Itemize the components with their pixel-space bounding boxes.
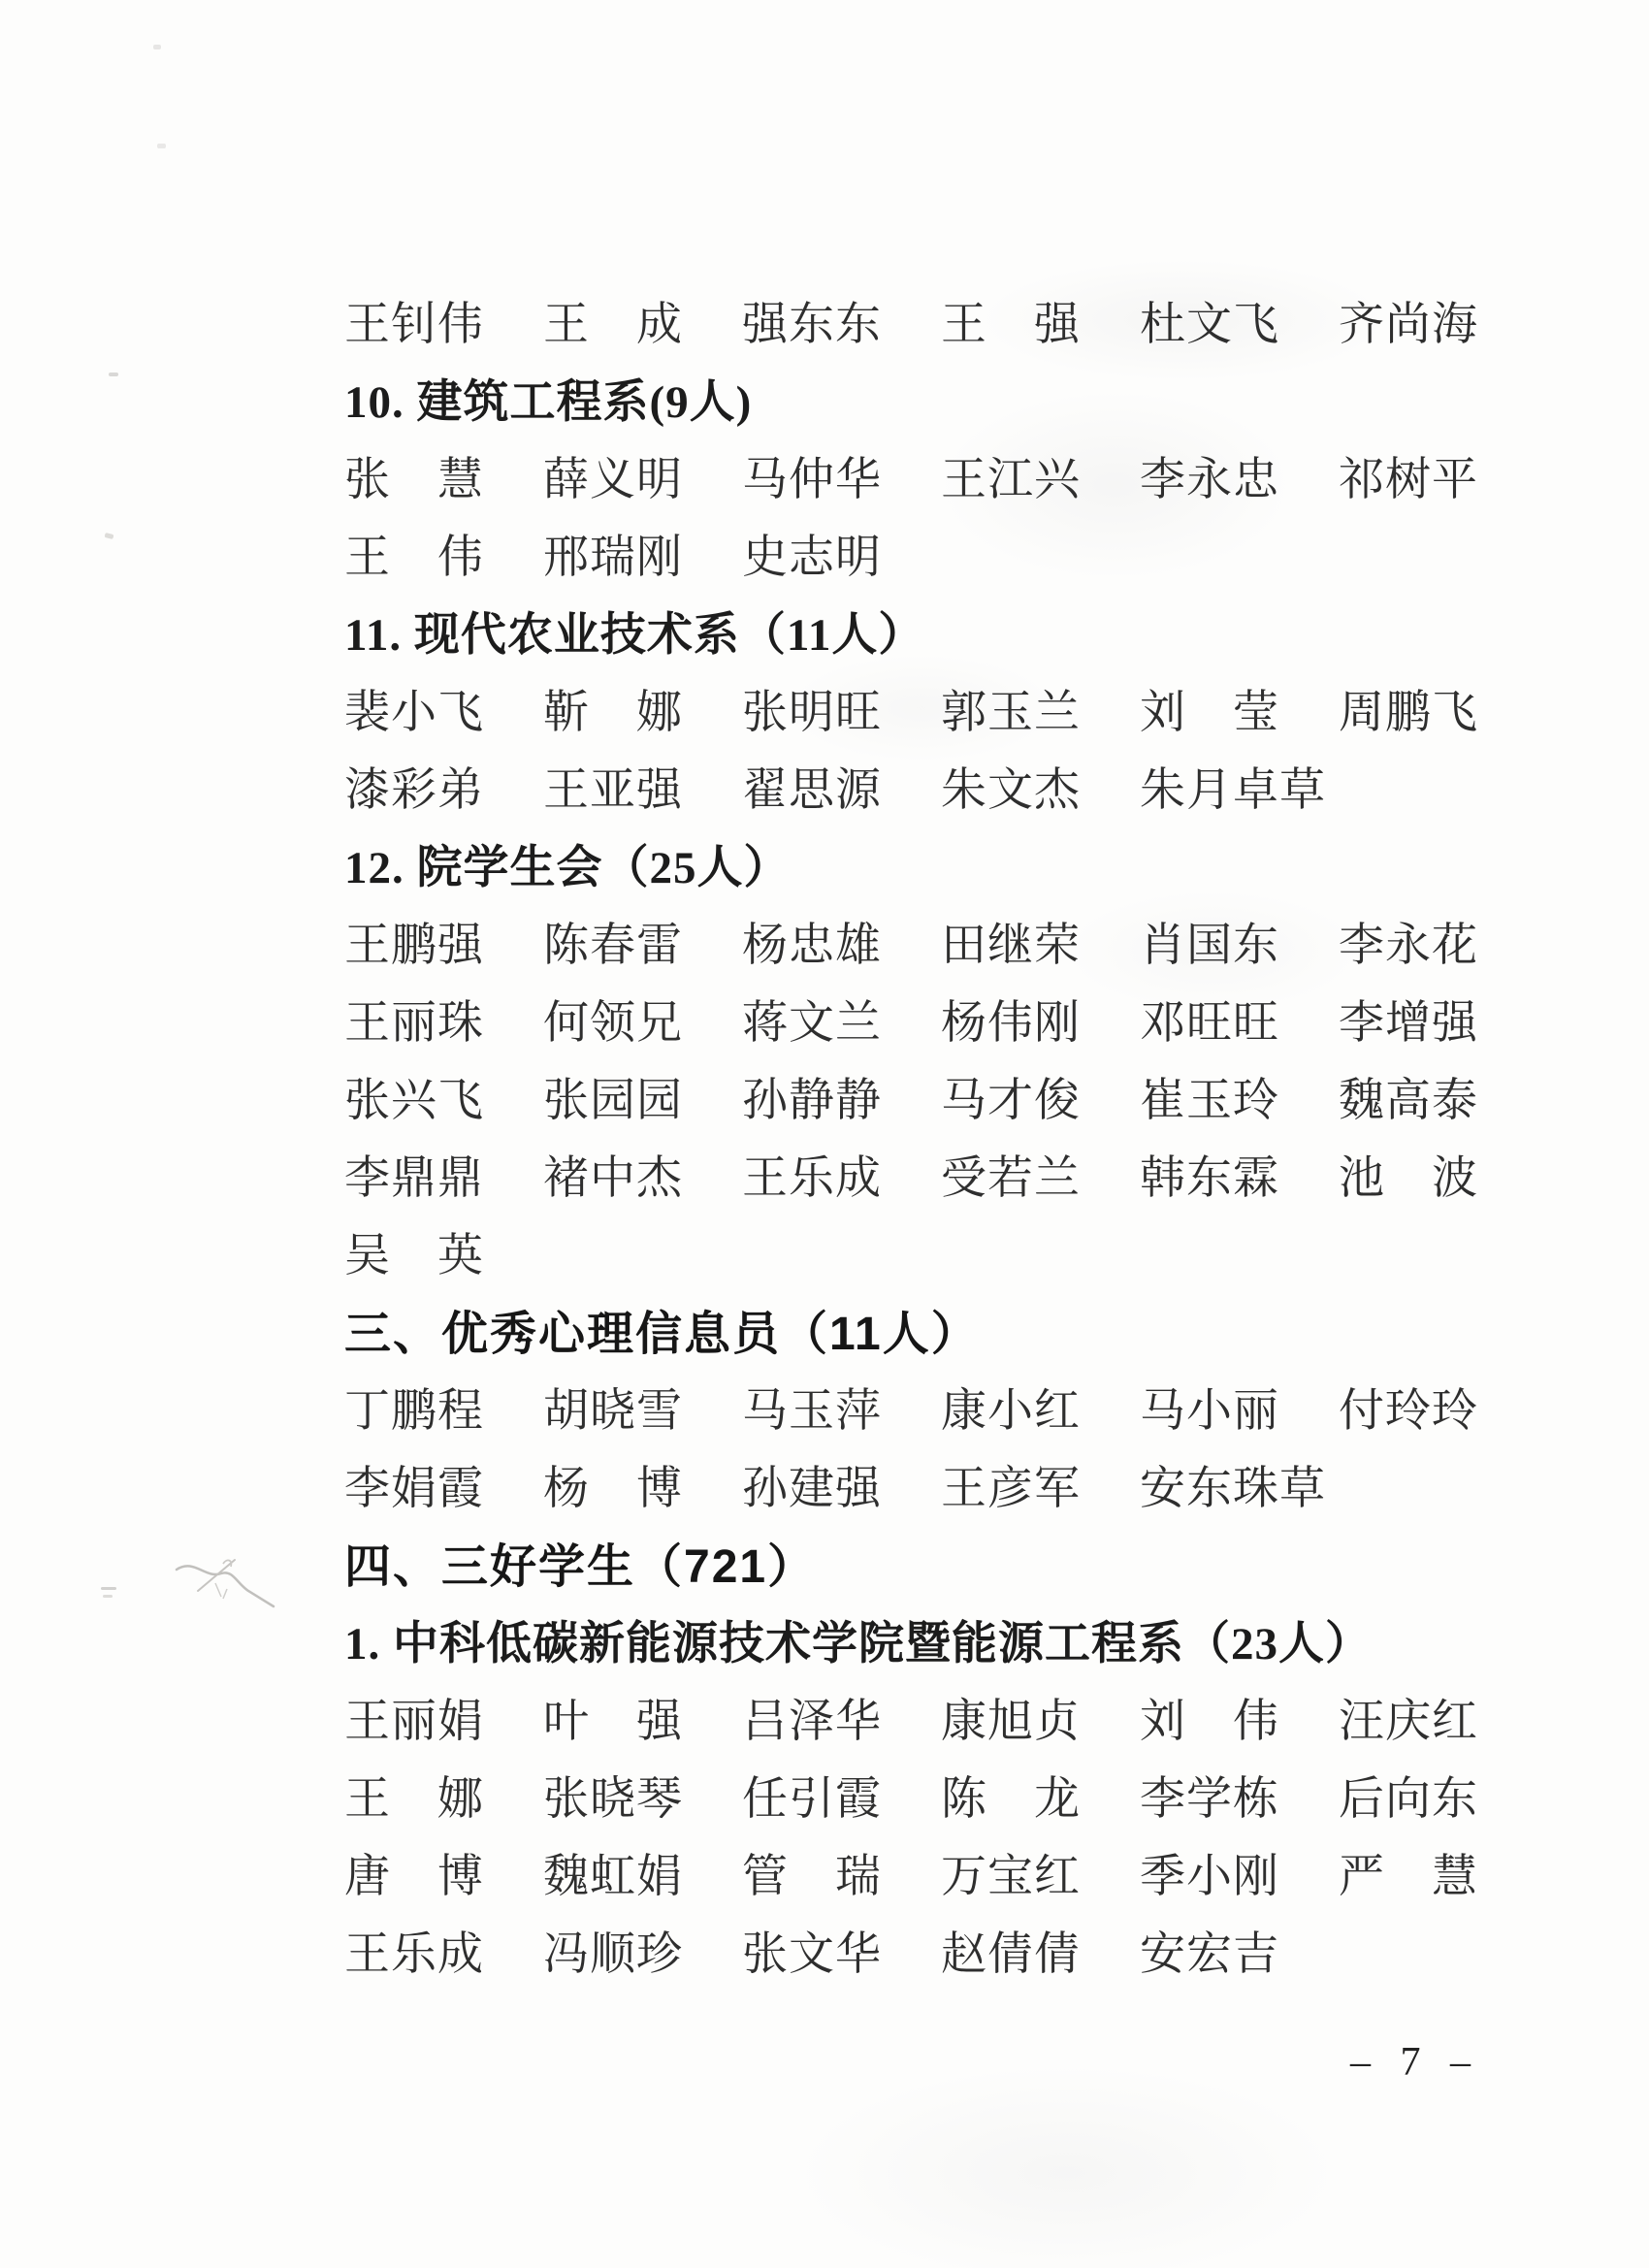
- section-header: [344, 1290, 1489, 1368]
- student-name: 管 瑞: [742, 1851, 882, 1902]
- student-name: 张晓琴: [543, 1773, 683, 1825]
- student-name: 安宏吉: [1140, 1928, 1279, 1980]
- student-name: 王丽娟: [344, 1696, 484, 1747]
- subsection-header: [344, 1601, 1489, 1678]
- student-name: 李娟霞: [344, 1463, 484, 1514]
- student-name: 康小红: [941, 1385, 1081, 1437]
- student-name: 齐尚海: [1339, 299, 1478, 350]
- student-name: 邢瑞刚: [543, 532, 683, 583]
- student-name: 后向东: [1339, 1773, 1478, 1825]
- name-row: [344, 1368, 1489, 1445]
- student-name: 田继荣: [941, 920, 1081, 971]
- scan-speck: [101, 1587, 116, 1590]
- subsection-header: [344, 592, 1489, 669]
- student-name: 王鹏强: [344, 920, 484, 971]
- student-name: 吕泽华: [742, 1696, 882, 1747]
- student-name: 张明旺: [742, 687, 882, 738]
- student-name: 魏高泰: [1339, 1075, 1478, 1126]
- student-name: 邓旺旺: [1140, 997, 1279, 1049]
- student-name: 杨 博: [543, 1463, 683, 1514]
- student-name: 季小刚: [1140, 1851, 1279, 1902]
- name-row: [344, 669, 1489, 747]
- header-text: 四、三好学生（721）: [344, 1540, 817, 1593]
- student-name: 王彦军: [941, 1463, 1081, 1514]
- student-name: 吴 英: [344, 1230, 484, 1281]
- student-name: 褚中杰: [543, 1152, 683, 1204]
- student-name: 何领兄: [543, 997, 683, 1049]
- student-name: 王 强: [941, 299, 1081, 350]
- scan-speck: [109, 373, 118, 376]
- page-number: – 7 –: [1350, 2040, 1480, 2085]
- header-text: 1. 中科低碳新能源技术学院暨能源工程系（23人）: [344, 1618, 1372, 1669]
- student-name: 严 慧: [1339, 1851, 1478, 1902]
- student-name: 刘 伟: [1140, 1696, 1279, 1747]
- student-name: 杨忠雄: [742, 920, 882, 971]
- student-name: 康旭贞: [941, 1696, 1081, 1747]
- student-name: 张兴飞: [344, 1075, 484, 1126]
- student-name: 郭玉兰: [941, 687, 1081, 738]
- student-name: 翟思源: [742, 764, 882, 816]
- pencil-scribble-artifact: [165, 1540, 310, 1628]
- name-row: [344, 1911, 1489, 1989]
- name-row: [344, 1445, 1489, 1523]
- section-header: [344, 1523, 1489, 1601]
- student-name: 孙静静: [742, 1075, 882, 1126]
- student-name: 李鼎鼎: [344, 1152, 484, 1204]
- student-name: 韩东霖: [1140, 1152, 1279, 1204]
- name-row: [344, 1756, 1489, 1833]
- student-name: 史志明: [742, 532, 882, 583]
- subsection-header: [344, 359, 1489, 437]
- student-name: 王 伟: [344, 532, 484, 583]
- student-name: 李学栋: [1140, 1773, 1279, 1825]
- name-row: [344, 980, 1489, 1057]
- name-row: [344, 281, 1489, 359]
- student-name: 王钊伟: [344, 299, 484, 350]
- student-name: 李永忠: [1140, 454, 1279, 505]
- scan-speck: [105, 533, 114, 539]
- student-name: 王江兴: [941, 454, 1081, 505]
- student-name: 朱文杰: [941, 764, 1081, 816]
- student-name: 强东东: [742, 299, 882, 350]
- student-name: 张文华: [742, 1928, 882, 1980]
- student-name: 王 娜: [344, 1773, 484, 1825]
- student-name: 王亚强: [543, 764, 683, 816]
- student-name: 祁树平: [1339, 454, 1478, 505]
- student-name: 胡晓雪: [543, 1385, 683, 1437]
- scan-speck: [157, 144, 166, 148]
- name-row: [344, 902, 1489, 980]
- student-name: 叶 强: [543, 1696, 683, 1747]
- header-text: 10. 建筑工程系(9人): [344, 376, 753, 428]
- header-text: 三、优秀心理信息员（11人）: [344, 1308, 980, 1360]
- student-name: 张 慧: [344, 454, 484, 505]
- student-name: 汪庆红: [1339, 1696, 1478, 1747]
- header-text: 12. 院学生会（25人）: [344, 842, 791, 893]
- student-name: 崔玉玲: [1140, 1075, 1279, 1126]
- student-name: 漆彩弟: [344, 764, 484, 816]
- student-name: 裴小飞: [344, 687, 484, 738]
- student-name: 王丽珠: [344, 997, 484, 1049]
- name-row: [344, 1678, 1489, 1756]
- student-name: 任引霞: [742, 1773, 882, 1825]
- name-row: [344, 747, 1489, 825]
- student-name: 刘 莹: [1140, 687, 1279, 738]
- student-name: 杨伟刚: [941, 997, 1081, 1049]
- student-name: 蒋文兰: [742, 997, 882, 1049]
- student-name: 孙建强: [742, 1463, 882, 1514]
- document-content: [344, 281, 1489, 1989]
- student-name: 万宝红: [941, 1851, 1081, 1902]
- subsection-header: [344, 825, 1489, 902]
- student-name: 王乐成: [742, 1152, 882, 1204]
- student-name: 马小丽: [1140, 1385, 1279, 1437]
- name-row: [344, 1135, 1489, 1213]
- student-name: 周鹏飞: [1339, 687, 1478, 738]
- student-name: 李永花: [1339, 920, 1478, 971]
- student-name: 陈 龙: [941, 1773, 1081, 1825]
- student-name: 马玉萍: [742, 1385, 882, 1437]
- name-row: [344, 1833, 1489, 1911]
- student-name: 朱月卓草: [1140, 764, 1326, 816]
- student-name: 安东珠草: [1140, 1463, 1326, 1514]
- student-name: 李增强: [1339, 997, 1478, 1049]
- name-row: [344, 437, 1489, 514]
- scan-speck: [153, 45, 161, 49]
- student-name: 薛义明: [543, 454, 683, 505]
- student-name: 魏虹娟: [543, 1851, 683, 1902]
- name-row: [344, 1213, 1489, 1290]
- student-name: 陈春雷: [543, 920, 683, 971]
- header-text: 11. 现代农业技术系（11人）: [344, 609, 925, 661]
- student-name: 冯顺珍: [543, 1928, 683, 1980]
- student-name: 赵倩倩: [941, 1928, 1081, 1980]
- student-name: 肖国东: [1140, 920, 1279, 971]
- student-name: 受若兰: [941, 1152, 1081, 1204]
- scan-speck: [103, 1595, 113, 1598]
- student-name: 张园园: [543, 1075, 683, 1126]
- name-row: [344, 514, 1489, 592]
- student-name: 唐 博: [344, 1851, 484, 1902]
- student-name: 付玲玲: [1339, 1385, 1478, 1437]
- student-name: 马仲华: [742, 454, 882, 505]
- student-name: 王 成: [543, 299, 683, 350]
- student-name: 杜文飞: [1140, 299, 1279, 350]
- student-name: 靳 娜: [543, 687, 683, 738]
- student-name: 池 波: [1339, 1152, 1478, 1204]
- student-name: 马才俊: [941, 1075, 1081, 1126]
- student-name: 丁鹏程: [344, 1385, 484, 1437]
- student-name: 王乐成: [344, 1928, 484, 1980]
- name-row: [344, 1057, 1489, 1135]
